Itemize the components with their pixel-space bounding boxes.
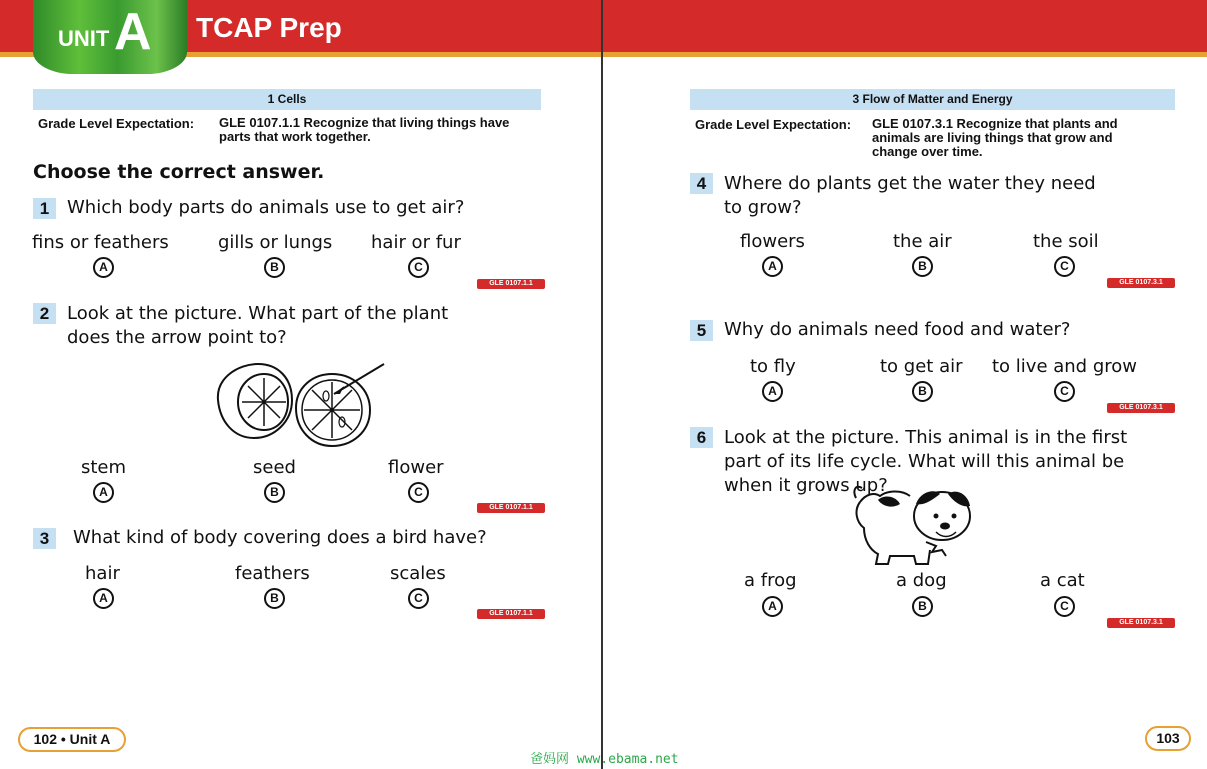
choice-label: a cat — [1040, 570, 1085, 591]
choice-label: hair — [85, 563, 120, 584]
question-text: Which body parts do animals use to get air? — [67, 197, 465, 218]
question-number: 2 — [33, 303, 56, 324]
gle-label: Grade Level Expectation: — [695, 117, 852, 132]
question-number: 5 — [690, 320, 713, 341]
question-number: 4 — [690, 173, 713, 194]
lemon-illustration — [208, 360, 388, 450]
answer-bubble[interactable]: B — [912, 381, 933, 402]
choice-label: stem — [81, 457, 127, 478]
unit-word: UNIT — [58, 26, 110, 51]
answer-bubble[interactable]: C — [1054, 596, 1075, 617]
gle-tag: GLE 0107.1.1 — [477, 609, 545, 619]
answer-bubble[interactable]: B — [264, 588, 285, 609]
answer-bubble[interactable]: C — [1054, 381, 1075, 402]
section-title-flow: 3 Flow of Matter and Energy — [690, 89, 1175, 110]
choice-label: to fly — [750, 356, 796, 377]
question-number: 3 — [33, 528, 56, 549]
choice-label: a frog — [744, 570, 797, 591]
gle-label: Grade Level Expectation: — [38, 116, 195, 131]
choice-label: flower — [388, 457, 444, 478]
answer-bubble[interactable]: A — [762, 256, 783, 277]
question-text: Look at the picture. What part of the plant does the arrow point to? — [67, 303, 449, 348]
book-spine — [601, 0, 603, 769]
answer-bubble[interactable]: C — [1054, 256, 1075, 277]
answer-bubble[interactable]: B — [912, 256, 933, 277]
gle-text: GLE 0107.3.1 Recognize that plants and animals are living things that grow and change over time. — [872, 116, 1118, 159]
gle-tag: GLE 0107.3.1 — [1107, 403, 1175, 413]
question-text: Why do animals need food and water? — [724, 319, 1071, 340]
answer-bubble[interactable]: A — [762, 381, 783, 402]
gle-tag: GLE 0107.1.1 — [477, 503, 545, 513]
gle-tag: GLE 0107.3.1 — [1107, 618, 1175, 628]
gle-text: GLE 0107.1.1 Recognize that living things have parts that work together. — [219, 115, 510, 144]
gle-tag: GLE 0107.3.1 — [1107, 278, 1175, 288]
choice-label: fins or feathers — [32, 232, 169, 253]
answer-bubble[interactable]: A — [93, 588, 114, 609]
choice-label: hair or fur — [371, 232, 461, 253]
section-title-cells: 1 Cells — [33, 89, 541, 110]
unit-letter: A — [114, 3, 152, 61]
watermark: 爸妈网 www.ebama.net — [530, 752, 679, 767]
choice-label: to live and grow — [992, 356, 1137, 377]
choice-label: flowers — [740, 231, 805, 252]
choice-label: seed — [253, 457, 296, 478]
answer-bubble[interactable]: C — [408, 588, 429, 609]
page-title: TCAP Prep — [196, 12, 342, 43]
answer-bubble[interactable]: B — [264, 482, 285, 503]
choice-label: a dog — [896, 570, 947, 591]
directions: Choose the correct answer. — [33, 161, 325, 183]
puppy-illustration — [850, 480, 975, 568]
choice-label: scales — [390, 563, 446, 584]
question-number: 1 — [33, 198, 56, 219]
answer-bubble[interactable]: C — [408, 482, 429, 503]
choice-label: feathers — [235, 563, 310, 584]
question-text: Where do plants get the water they need to grow? — [724, 173, 1096, 218]
choice-label: the air — [893, 231, 952, 252]
gle-tag: GLE 0107.1.1 — [477, 279, 545, 289]
choice-label: gills or lungs — [218, 232, 333, 253]
answer-bubble[interactable]: A — [93, 482, 114, 503]
choice-label: the soil — [1033, 231, 1099, 252]
answer-bubble[interactable]: A — [762, 596, 783, 617]
page-number-left: 102 • Unit A — [18, 727, 126, 752]
answer-bubble[interactable]: B — [912, 596, 933, 617]
unit-badge — [33, 0, 187, 74]
question-number: 6 — [690, 427, 713, 448]
answer-bubble[interactable]: B — [264, 257, 285, 278]
question-text: What kind of body covering does a bird have? — [73, 527, 487, 548]
answer-bubble[interactable]: A — [93, 257, 114, 278]
choice-label: to get air — [880, 356, 963, 377]
question-text: Look at the picture. This animal is in the first part of its life cycle. What will this animal be when it grows up? — [724, 427, 1128, 496]
page-number-right: 103 — [1145, 726, 1191, 751]
answer-bubble[interactable]: C — [408, 257, 429, 278]
